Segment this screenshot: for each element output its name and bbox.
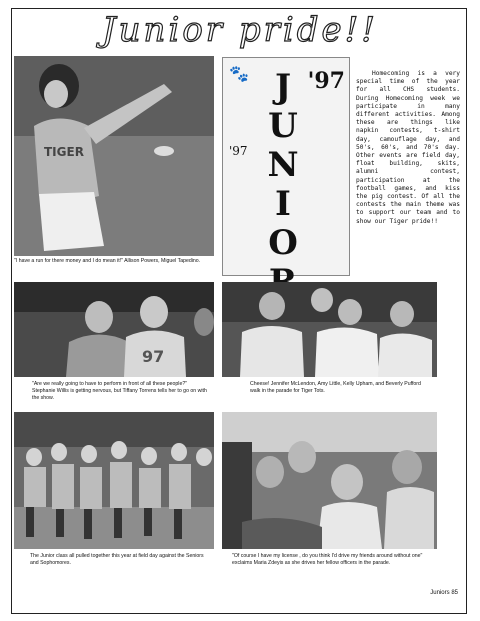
caption-photo-4: The Junior class all pulled together this year at field day against the Seniors and Sophomores. — [30, 553, 204, 566]
junior-banner — [222, 57, 350, 276]
photo-field-day — [14, 412, 214, 549]
banner-year-bottom: '97 — [229, 144, 248, 158]
photo-car-parade — [222, 412, 437, 549]
photo-nervous-girls — [14, 282, 214, 377]
page-number: 85 — [451, 590, 458, 596]
paw-icon: 🐾 — [229, 66, 249, 83]
caption-photo-2: "Are we really going to have to perform in front of all these people?" Stephanie Willis is getting nervous, but Tiffany Torrens tells her to go on with the show. — [32, 381, 207, 401]
page-title: Junior pride!! — [102, 10, 378, 50]
photo-girl-running — [14, 56, 214, 256]
caption-photo-1: "I have a run for there money and I do mean it!" Allison Powers, Miguel Tapedino. — [14, 258, 201, 264]
svg-text:TIGER: TIGER — [44, 145, 84, 159]
caption-photo-3: Cheese! Jennifer McLendon, Amy Little, Kelly Upham, and Beverly Pufford walk in the parade for Tiger Tots. — [250, 381, 421, 394]
svg-text:97: 97 — [142, 347, 165, 366]
story-text: Homecoming is a very special time of the year for all CHS students. During Homecoming week we participate in many different activities. Among these are things like napkin contests, t-shirt day, camouflage day, and 50's, 60's, and 70's day. Other events are field day, float building, skits, alumni contest, participation at the football games, and kiss the pig contest. Of all the contests the main theme was to support our team and to show our Tiger pride!! — [356, 70, 460, 225]
photo-parade-girls — [222, 282, 437, 377]
banner-year-top: '97 — [307, 68, 345, 94]
section-label: Juniors — [430, 590, 450, 596]
banner-word: J U N I O — [267, 67, 299, 263]
caption-photo-5: "Of course I have my license , do you think I'd drive my friends around without one" exclaims Maria Zdeyis as she drives her fellow officers in the parade. — [232, 553, 423, 566]
page-folio — [430, 590, 458, 596]
